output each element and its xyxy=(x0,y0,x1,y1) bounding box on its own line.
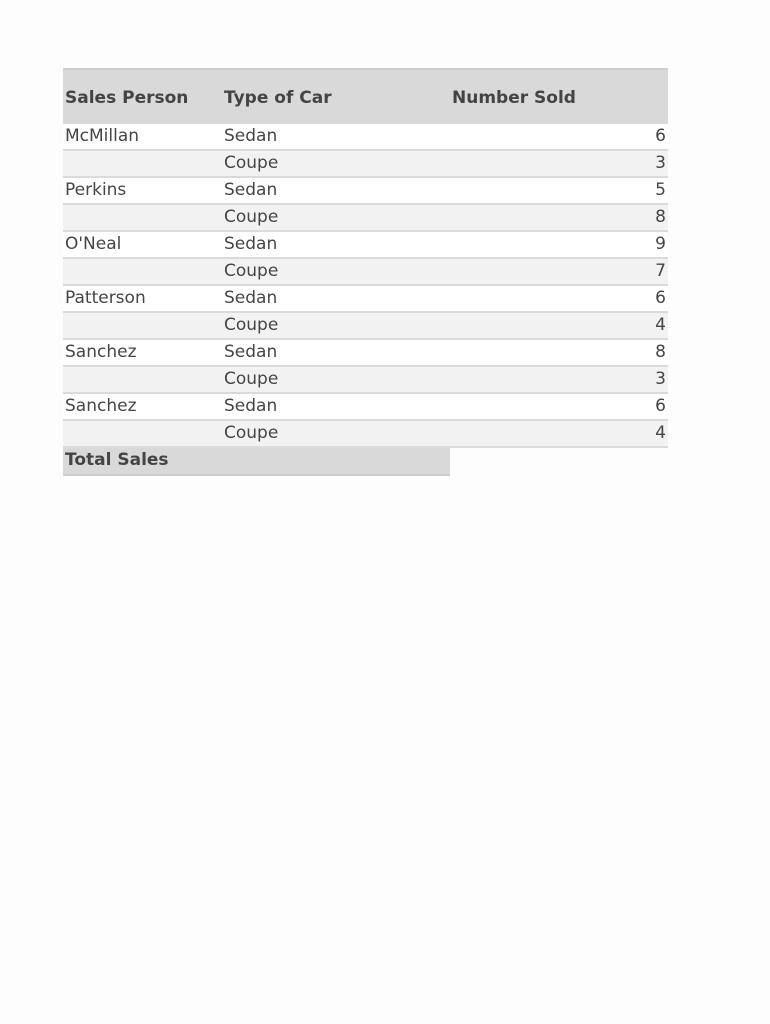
cell-type-of-car[interactable]: Coupe xyxy=(224,423,279,443)
cell-sales-person[interactable]: Sanchez xyxy=(65,342,137,362)
cell-number-sold[interactable]: 3 xyxy=(655,369,666,389)
cell-number-sold[interactable]: 6 xyxy=(655,396,666,416)
table-row xyxy=(63,259,668,286)
cell-number-sold[interactable]: 3 xyxy=(655,153,666,173)
header-type-of-car[interactable]: Type of Car xyxy=(224,88,332,108)
table-body xyxy=(63,124,668,448)
table-row xyxy=(63,151,668,178)
cell-type-of-car[interactable]: Coupe xyxy=(224,315,279,335)
cell-number-sold[interactable]: 6 xyxy=(655,288,666,308)
table-row xyxy=(63,367,668,394)
cell-type-of-car[interactable]: Coupe xyxy=(224,207,279,227)
table-row xyxy=(63,313,668,340)
table-header-row xyxy=(63,68,668,124)
table-row xyxy=(63,232,668,259)
total-sales-label[interactable]: Total Sales xyxy=(65,450,169,470)
cell-number-sold[interactable]: 8 xyxy=(655,342,666,362)
cell-sales-person[interactable]: Perkins xyxy=(65,180,127,200)
cell-number-sold[interactable]: 4 xyxy=(655,423,666,443)
cell-sales-person[interactable]: O'Neal xyxy=(65,234,122,254)
cell-number-sold[interactable]: 4 xyxy=(655,315,666,335)
table-row xyxy=(63,205,668,232)
cell-type-of-car[interactable]: Coupe xyxy=(224,153,279,173)
header-sales-person[interactable]: Sales Person xyxy=(65,88,189,108)
header-number-sold[interactable]: Number Sold xyxy=(452,88,576,108)
cell-sales-person[interactable]: McMillan xyxy=(65,126,140,146)
cell-number-sold[interactable]: 8 xyxy=(655,207,666,227)
table-row xyxy=(63,124,668,151)
table-row xyxy=(63,286,668,313)
cell-number-sold[interactable]: 9 xyxy=(655,234,666,254)
cell-type-of-car[interactable]: Sedan xyxy=(224,396,278,416)
table-row xyxy=(63,340,668,367)
total-sales-row xyxy=(63,448,450,476)
cell-type-of-car[interactable]: Sedan xyxy=(224,288,278,308)
cell-number-sold[interactable]: 6 xyxy=(655,126,666,146)
cell-type-of-car[interactable]: Sedan xyxy=(224,126,278,146)
cell-number-sold[interactable]: 7 xyxy=(655,261,666,281)
cell-number-sold[interactable]: 5 xyxy=(655,180,666,200)
cell-sales-person[interactable]: Sanchez xyxy=(65,396,137,416)
table-row xyxy=(63,421,668,448)
cell-type-of-car[interactable]: Sedan xyxy=(224,342,278,362)
cell-sales-person[interactable]: Patterson xyxy=(65,288,146,308)
table-row xyxy=(63,178,668,205)
cell-type-of-car[interactable]: Sedan xyxy=(224,234,278,254)
table-row xyxy=(63,394,668,421)
cell-type-of-car[interactable]: Coupe xyxy=(224,369,279,389)
sales-table xyxy=(63,68,668,476)
cell-type-of-car[interactable]: Coupe xyxy=(224,261,279,281)
cell-type-of-car[interactable]: Sedan xyxy=(224,180,278,200)
